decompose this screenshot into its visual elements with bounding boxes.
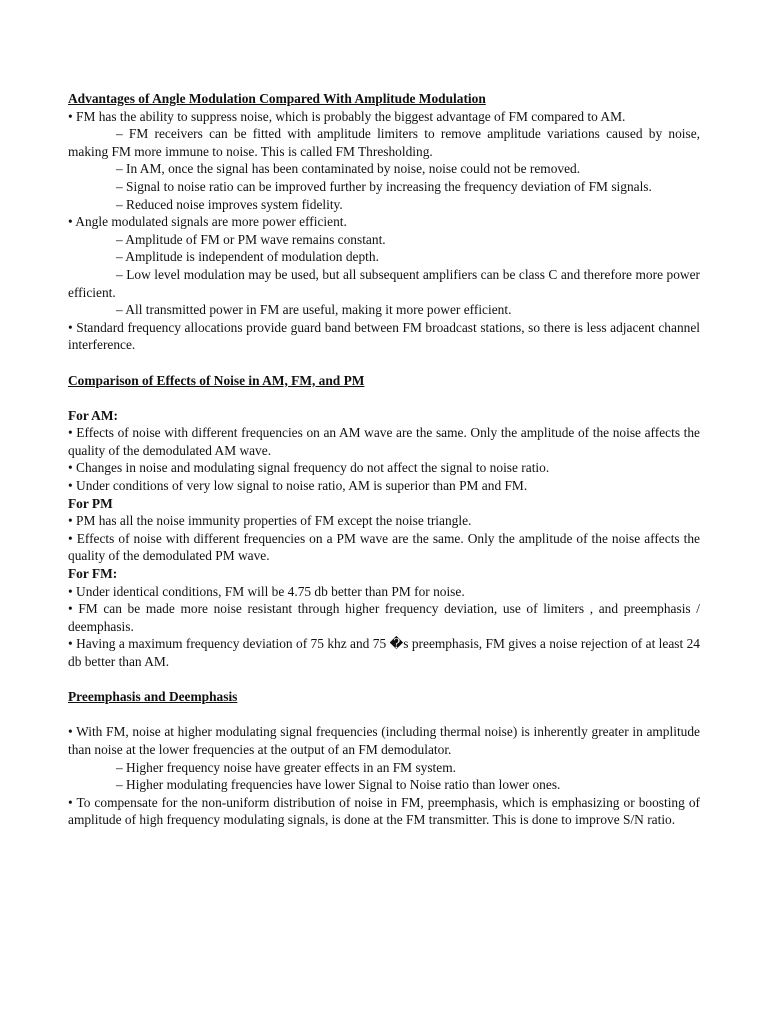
subheading-fm: For FM: <box>68 566 118 582</box>
bullet-line: • Standard frequency allocations provide guard band between FM broadcast stations, so there is less adjacent channel interference. <box>68 319 700 353</box>
bullet-line: • FM can be made more noise resistant through higher frequency deviation, use of limiters , and preemphasis / deemphasis. <box>68 601 700 634</box>
bullet-line: • FM has the ability to suppress noise, which is probably the biggest advantage of FM compared to AM. <box>68 108 626 124</box>
dash-line: – FM receivers can be fitted with amplitude limiters to remove amplitude variations caused by noise, making FM more immune to noise. This is called FM Thresholding. <box>68 126 700 159</box>
section-heading-advantages: Advantages of Angle Modulation Compared With Amplitude Modulation <box>68 91 486 106</box>
dash-line: – Signal to noise ratio can be improved further by increasing the frequency deviation of FM signals. <box>116 178 652 194</box>
bullet-line: • Effects of noise with different frequencies on an AM wave are the same. Only the amplitude of the noise affects the quality of the demodulated AM wave. <box>68 425 700 458</box>
spacer <box>68 671 700 689</box>
dash-line: – Amplitude of FM or PM wave remains constant. <box>116 231 386 247</box>
section-heading-preemphasis: Preemphasis and Deemphasis <box>68 689 238 705</box>
bullet-line: • Having a maximum frequency deviation of 75 khz and 75 �s preemphasis, FM gives a noise rejection of at least 24 db better than AM. <box>68 636 700 669</box>
subheading-pm: For PM <box>68 495 113 511</box>
spacer <box>68 354 700 372</box>
dash-line: – Reduced noise improves system fidelity. <box>116 196 343 212</box>
dash-line: – In AM, once the signal has been contaminated by noise, noise could not be removed. <box>116 161 581 177</box>
dash-line: – Low level modulation may be used, but all subsequent amplifiers can be class C and therefore more power efficient. <box>68 266 700 300</box>
document-page <box>68 90 700 829</box>
section-heading-comparison: Comparison of Effects of Noise in AM, FM, and PM <box>68 372 365 388</box>
dash-line: – Higher frequency noise have greater effects in an FM system. <box>116 759 456 775</box>
bullet-line: • Angle modulated signals are more power efficient. <box>68 214 347 230</box>
bullet-line: • Effects of noise with different frequencies on a PM wave are the same. Only the amplitude of the noise affects the quality of the demodulated PM wave. <box>68 530 700 564</box>
bullet-line: • Under conditions of very low signal to noise ratio, AM is superior than PM and FM. <box>68 478 528 494</box>
bullet-line: • To compensate for the non-uniform distribution of noise in FM, preemphasis, which is emphasizing or boosting of amplitude of high frequency modulating signals, is done at the FM transmitter. This is done to improve S/N ratio. <box>68 794 700 828</box>
bullet-line: • PM has all the noise immunity properties of FM except the noise triangle. <box>68 513 472 529</box>
subheading-am: For AM: <box>68 407 118 423</box>
spacer <box>68 389 700 407</box>
dash-line: – Higher modulating frequencies have lower Signal to Noise ratio than lower ones. <box>116 777 561 793</box>
dash-line: – Amplitude is independent of modulation depth. <box>116 249 379 265</box>
bullet-line: • With FM, noise at higher modulating signal frequencies (including thermal noise) is inherently greater in amplitude than noise at the lower frequencies at the output of an FM demodulator. <box>68 724 700 757</box>
bullet-line: • Under identical conditions, FM will be 4.75 db better than PM for noise. <box>68 583 465 599</box>
dash-line: – All transmitted power in FM are useful, making it more power efficient. <box>116 302 512 318</box>
bullet-line: • Changes in noise and modulating signal frequency do not affect the signal to noise ratio. <box>68 460 550 476</box>
spacer <box>68 706 700 724</box>
